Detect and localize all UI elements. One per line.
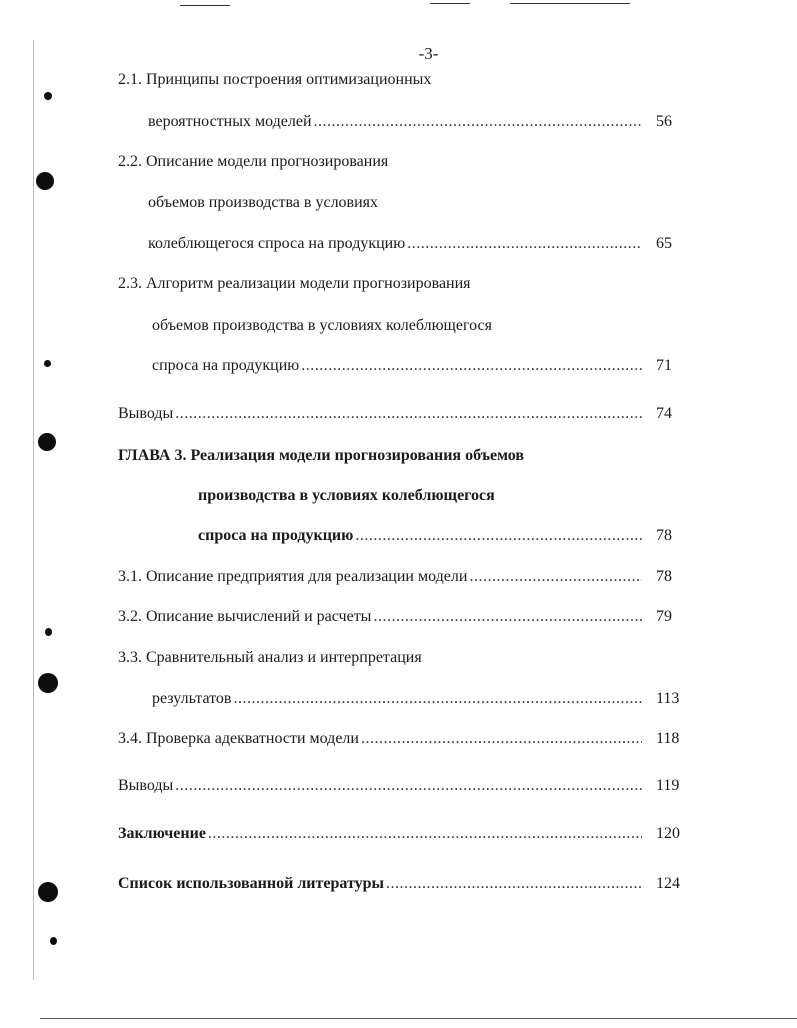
toc-entry-3-1-page: 78 [656,568,672,585]
toc-entry-conclusions-2-text: Выводы [118,405,174,422]
toc-entry-2-3-text: спроса на продукцию [152,357,300,374]
toc-entry-bibliography-page: 124 [656,875,680,892]
toc-entry-conclusions-3-leader [118,776,644,796]
toc-entry-conclusions-2-page: 74 [656,405,672,422]
toc-entry-conclusions-3-text: Выводы [118,777,174,794]
toc-entry-final-conclusion-page: 120 [656,825,680,842]
binder-hole [38,673,58,693]
toc-chapter-3-title: ГЛАВА 3. Реализация модели прогнозирования объемов [118,447,525,464]
binder-hole-small [44,360,51,367]
toc-entry-3-3-leader [152,689,644,709]
binder-hole-small [44,92,52,100]
scan-artifact-top [510,3,630,4]
toc-entry-bibliography-text: Список использованной литературы [118,875,384,892]
binder-hole-small [50,937,57,945]
toc-entry-2-3-leader [152,356,644,376]
toc-entry-2-1-page: 56 [656,113,672,130]
toc-entry-2-1-text: вероятностных моделей [148,113,312,130]
toc-entry-3-2-text: 3.2. Описание вычислений и расчеты [118,608,372,625]
toc-entry-2-2-title: 2.2. Описание модели прогнозирования [118,153,389,170]
toc-entry-final-conclusion-leader [118,824,644,844]
toc-chapter-3-text: спроса на продукцию [198,527,354,544]
toc-chapter-3-line2: производства в условиях колеблющегося [198,487,495,504]
toc-entry-2-1-title: 2.1. Принципы построения оптимизационных [118,71,432,88]
toc-entry-3-3-title: 3.3. Сравнительный анализ и интерпретация [118,649,422,666]
toc-chapter-3-page: 78 [656,527,672,544]
toc-entry-2-2-line2: объемов производства в условиях [148,194,379,211]
toc-entry-3-1-leader [118,567,644,587]
toc-entry-3-3-text: результатов [152,690,232,707]
scan-artifact-top [430,3,470,4]
toc-entry-conclusions-3-page: 119 [656,777,680,794]
toc-entry-2-2-page: 65 [656,235,672,252]
scan-artifact-top [180,5,230,6]
toc-entry-2-2-text: колеблющегося спроса на продукцию [148,235,406,252]
binder-hole-small [45,628,52,636]
toc-entry-3-4-text: 3.4. Проверка адекватности модели [118,730,359,747]
toc-entry-3-4-page: 118 [656,730,680,747]
toc-entry-final-conclusion-text: Заключение [118,825,206,842]
toc-entry-3-2-page: 79 [656,608,672,625]
toc-entry-3-3-page: 113 [656,690,680,707]
toc-entry-bibliography-leader [118,874,644,894]
toc-entry-2-3-line2: объемов производства в условиях колеблющегося [152,317,492,334]
binder-hole [38,433,56,451]
left-margin-rule [33,40,34,980]
toc-entry-3-4-leader [118,729,644,749]
toc-entry-3-2-leader [118,607,644,627]
scan-artifact-bottom [40,1018,797,1019]
toc-entry-2-3-title: 2.3. Алгоритм реализации модели прогнозирования [118,275,471,292]
page-number: -3- [418,44,439,63]
binder-hole [38,882,58,902]
toc-entry-2-1-leader [148,112,644,132]
toc-chapter-3-leader [198,526,644,546]
toc-entry-2-3-page: 71 [656,357,672,374]
toc-entry-conclusions-2-leader [118,404,644,424]
binder-hole [36,172,54,190]
toc-entry-2-2-leader [148,234,644,254]
toc-entry-3-1-text: 3.1. Описание предприятия для реализации модели [118,568,468,585]
